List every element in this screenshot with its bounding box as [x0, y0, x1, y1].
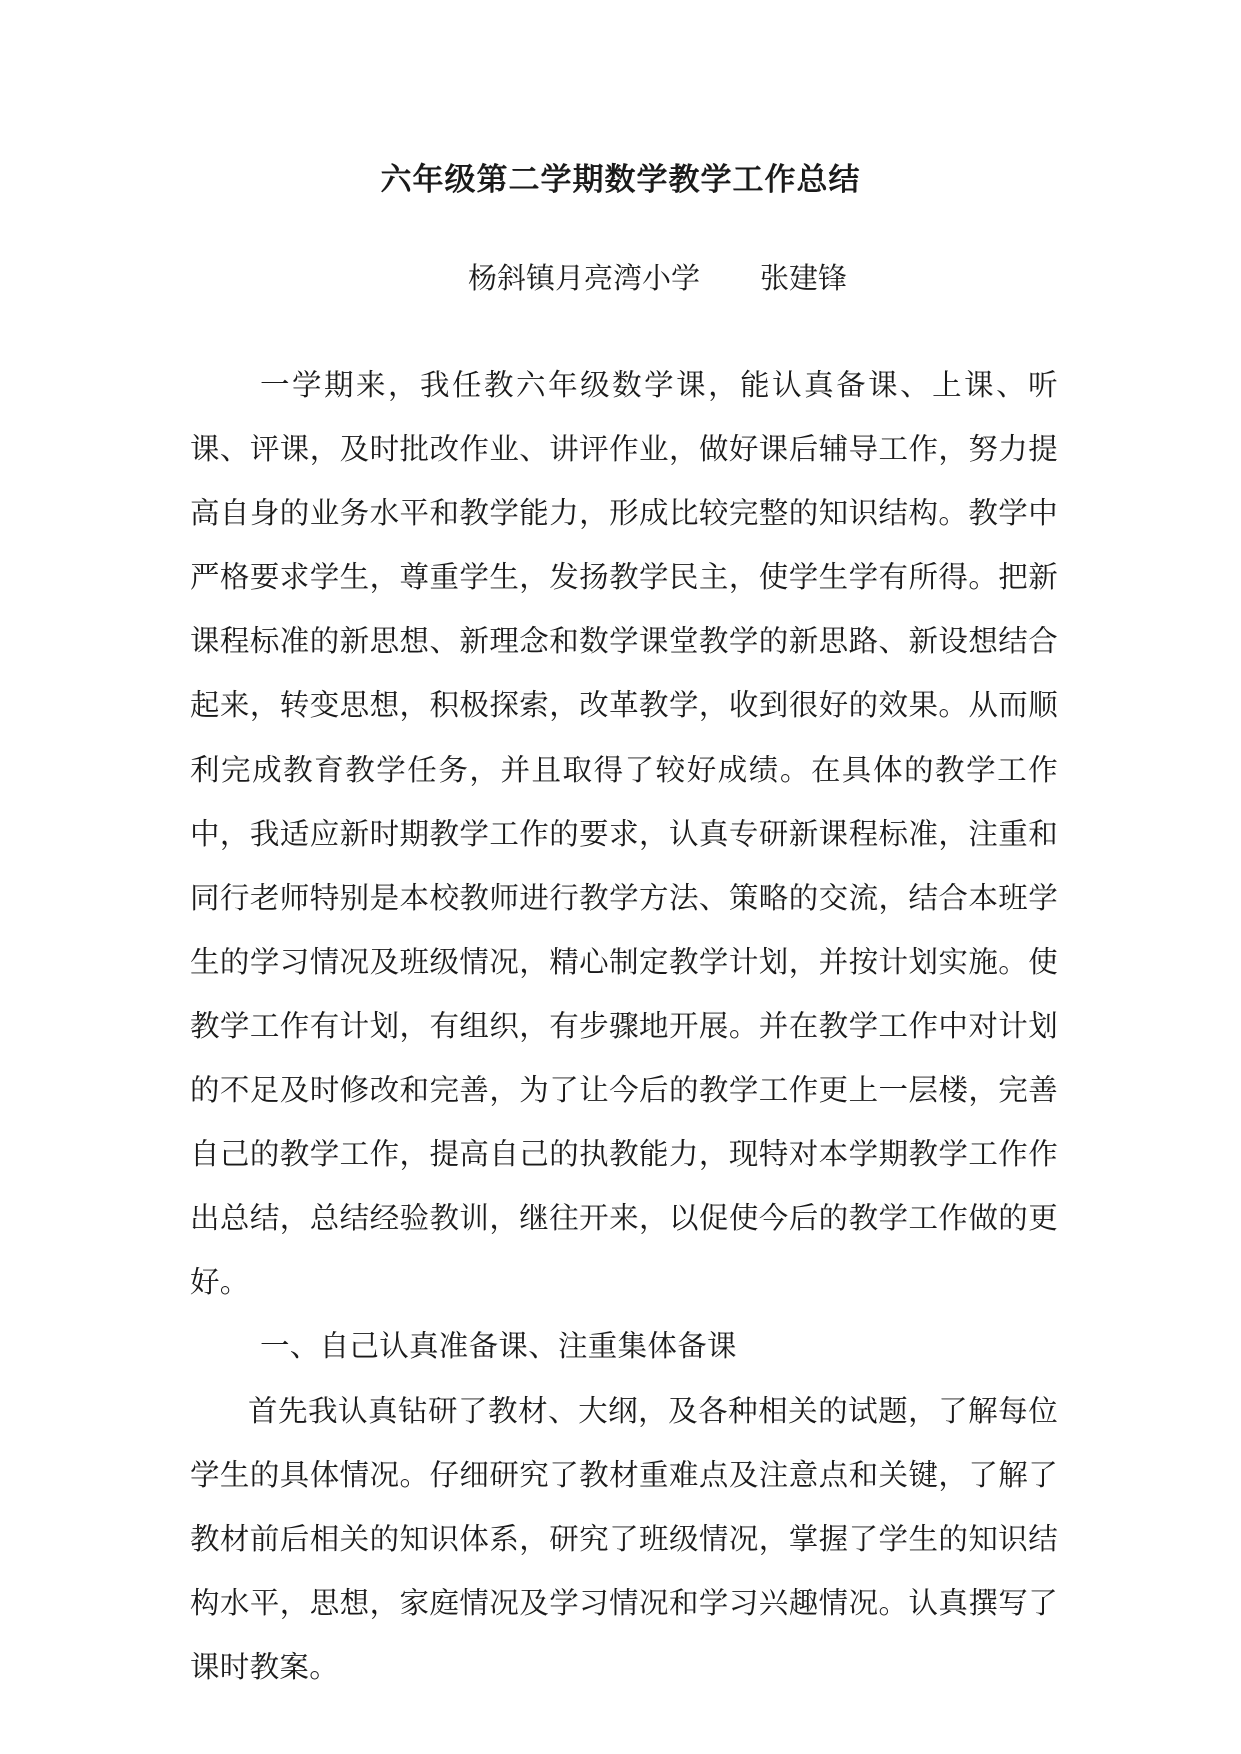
paragraph-section-1: 首先我认真钻研了教材、大纲，及各种相关的试题，了解每位学生的具体情况。仔细研究了教材重难点及注意点和关键，了解了教材前后相关的知识体系，研究了班级情况，掌握了学生的知识结构水平，思想，家庭情况及学习情况和学习兴趣情况。认真撰写了课时教案。 [190, 1393, 1058, 1684]
document-title: 六年级第二学期数学教学工作总结 [380, 162, 861, 198]
document-body [190, 353, 1058, 1699]
section-heading-1: 一、自己认真准备课、注重集体备课 [260, 1329, 737, 1364]
school-name: 杨斜镇月亮湾小学 [468, 261, 701, 295]
byline [468, 258, 847, 298]
author-name: 张建锋 [760, 261, 848, 295]
paragraph-intro: 一学期来，我任教六年级数学课，能认真备课、上课、听课、评课，及时批改作业、讲评作业，做好课后辅导工作，努力提高自身的业务水平和教学能力，形成比较完整的知识结构。教学中严格要求学生，尊重学生，发扬教学民主，使学生学有所得。把新课程标准的新思想、新理念和数学课堂教学的新思路、新设想结合起来，转变思想，积极探索，改革教学，收到很好的效果。从而顺利完成教育教学任务，并且取得了较好成绩。在具体的教学工作中，我适应新时期教学工作的要求，认真专研新课程标准，注重和同行老师特别是本校教师进行教学方法、策略的交流，结合本班学生的学习情况及班级情况，精心制定教学计划，并按计划实施。使教学工作有计划，有组织，有步骤地开展。并在教学工作中对计划的不足及时修改和完善，为了让今后的教学工作更上一层楼，完善自己的教学工作，提高自己的执教能力，现特对本学期教学工作作出总结，总结经验教训，继往开来，以促使今后的教学工作做的更好。 [190, 368, 1058, 1300]
